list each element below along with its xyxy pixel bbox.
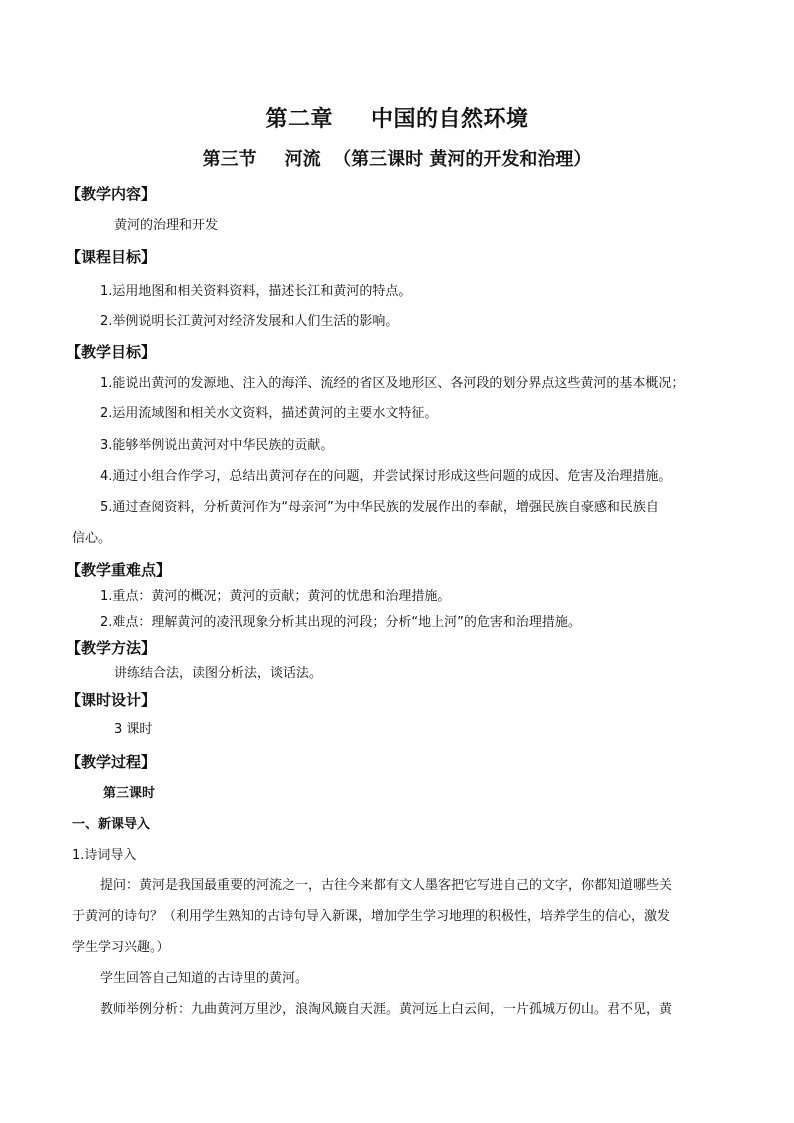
paragraph-question-line1: 提问：黄河是我国最重要的河流之一，古往今来都有文人墨客把它写进自己的文字，你都知道哪些关 bbox=[100, 878, 673, 893]
teaching-methods-text: 讲练结合法，读图分析法，谈话法。 bbox=[114, 666, 323, 681]
course-goal-2: 2.举例说明长江黄河对经济发展和人们生活的影响。 bbox=[100, 314, 399, 329]
section-title bbox=[0, 145, 794, 171]
period-design-text: 3 课时 bbox=[114, 722, 153, 737]
paragraph-teacher-example: 教师举例分析：九曲黄河万里沙，浪淘风簸自天涯。黄河远上白云间，一片孤城万仞山。君不见，黄 bbox=[100, 1002, 673, 1017]
process-part-1: 一、新课导入 bbox=[72, 817, 151, 832]
teaching-goal-5-cont: 信心。 bbox=[72, 531, 112, 546]
section-number: 第三节 bbox=[202, 149, 257, 170]
teaching-goal-4: 4.通过小组合作学习，总结出黄河存在的问题，并尝试探讨形成这些问题的成因、危害及治理措施。 bbox=[100, 469, 672, 484]
teaching-goal-3: 3.能够举例说出黄河对中华民族的贡献。 bbox=[100, 438, 334, 453]
process-lesson-label: 第三课时 bbox=[103, 786, 156, 801]
chapter-title bbox=[0, 102, 794, 133]
paragraph-student-answer: 学生回答自己知道的古诗里的黄河。 bbox=[100, 971, 309, 986]
heading-teaching-process: 【教学过程】 bbox=[66, 753, 157, 771]
paragraph-question-line2: 于黄河的诗句？（利用学生熟知的古诗句导入新课，增加学生学习地理的积极性，培养学生的信心，激发 bbox=[72, 909, 671, 924]
teaching-goal-5: 5.通过查阅资料，分析黄河作为“母亲河”为中华民族的发展作出的奉献，增强民族自豪感和民族自 bbox=[100, 500, 659, 515]
process-item-1: 1.诗词导入 bbox=[72, 848, 137, 863]
course-goal-1: 1.运用地图和相关资料资料，描述长江和黄河的特点。 bbox=[100, 284, 412, 299]
chapter-number: 第二章 bbox=[265, 106, 333, 132]
section-name: 河流 bbox=[284, 149, 321, 170]
teaching-goal-2: 2.运用流域图和相关水文资料，描述黄河的主要水文特征。 bbox=[100, 406, 438, 421]
key-point-1: 1.重点：黄河的概况；黄河的贡献；黄河的忧患和治理措施。 bbox=[100, 589, 451, 604]
heading-teaching-methods: 【教学方法】 bbox=[66, 639, 157, 657]
chapter-name: 中国的自然环境 bbox=[371, 106, 529, 132]
teaching-goal-1: 1.能说出黄河的发源地、注入的海洋、流经的省区及地形区、各河段的划分界点这些黄河的基本概况； bbox=[100, 376, 685, 391]
heading-period-design: 【课时设计】 bbox=[66, 691, 157, 709]
key-point-2: 2.难点：理解黄河的凌汛现象分析其出现的河段；分析“地上河”的危害和治理措施。 bbox=[100, 615, 581, 630]
paragraph-question-line3: 学生学习兴趣。） bbox=[72, 940, 170, 955]
heading-teaching-goals: 【教学目标】 bbox=[66, 343, 157, 361]
teaching-content-text: 黄河的治理和开发 bbox=[114, 218, 219, 233]
lesson-name: （第三课时 黄河的开发和治理） bbox=[333, 149, 592, 170]
heading-key-points: 【教学重难点】 bbox=[66, 561, 172, 579]
heading-teaching-content: 【教学内容】 bbox=[66, 185, 157, 203]
heading-course-goals: 【课程目标】 bbox=[66, 248, 157, 266]
